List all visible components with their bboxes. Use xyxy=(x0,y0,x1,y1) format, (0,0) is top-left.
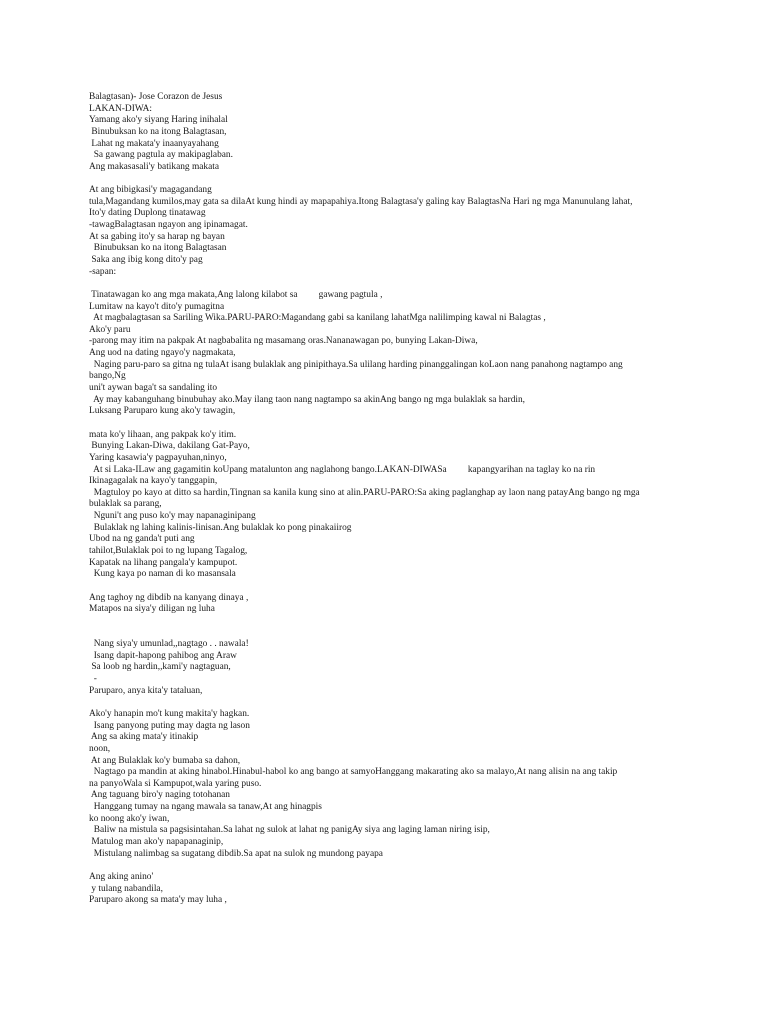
text-line: Ang aking anino' xyxy=(89,871,154,882)
text-line: mata ko'y lihaan, ang pakpak ko'y itim. xyxy=(89,429,237,440)
text-line: Baliw na mistula sa pagsisintahan.Sa lahat ng sulok at lahat ng panigAy siya ang laging laman niring isip, xyxy=(89,825,490,836)
text-line: Yamang ako'y siyang Haring inihalal xyxy=(89,115,228,126)
text-line: At ang Bulaklak ko'y bumaba sa dahon, xyxy=(89,755,241,766)
text-line: Ako'y paru xyxy=(89,324,131,335)
text-line: Paruparo, anya kita'y tataluan, xyxy=(89,685,203,696)
text-line: Ang sa aking mata'y itinakip xyxy=(89,732,199,743)
text-line: bango,Ng xyxy=(89,371,126,382)
text-line: Lumitaw na kayo't dito'y pumagitna xyxy=(89,301,225,312)
text-line xyxy=(89,418,689,430)
text-line: Ito'y dating Duplong tinatawag xyxy=(89,208,206,219)
text-line: Bunying Lakan-Diwa, dakilang Gat-Payo, xyxy=(89,441,250,452)
text-line: Ay may kabanguhang binubuhay ako.May ilang taon nang nagtampo sa akinAng bango ng mga bulaklak sa hardin, xyxy=(89,394,526,405)
text-line: ko noong ako'y iwan, xyxy=(89,813,170,824)
text-line: Yaring kasawia'y pagpayuhan,ninyo, xyxy=(89,452,227,463)
text-line: Paruparo akong sa mata'y may luha , xyxy=(89,895,227,906)
text-line: noon, xyxy=(89,743,111,754)
text-line xyxy=(89,173,689,185)
text-line: Matulog man ako'y napapanaginip, xyxy=(89,837,224,847)
text-line: Lahat ng makata'y inaanyayahang xyxy=(89,138,219,149)
text-line: Nguni't ang puso ko'y may napanaginipang xyxy=(89,511,256,522)
text-line: Binubuksan ko na itong Balagtasan xyxy=(89,243,227,254)
text-line: Balagtasan)- Jose Corazon de Jesus xyxy=(89,92,223,102)
text-line: - xyxy=(89,674,97,685)
text-line: Naging paru-paro sa gitna ng tulaAt isang bulaklak ang pinipithaya.Sa ulilang harding pinanggalingan koLaon nang panahong nagtampo ang xyxy=(89,359,623,370)
text-line: uni't aywan baga't sa sandaling ito xyxy=(89,383,218,394)
text-line: tula,Magandang kumilos,may gata sa dilaAt kung hindi ay mapapahiya.Itong Balagtasa'y galing kay BalagtasNa Hari ng mga Manunulang lahat, xyxy=(89,196,633,207)
text-line: At si Laka-ILaw ang gagamitin koUpang matalunton ang naglahong bango.LAKAN-DIWASa kapangyarihan na taglay ko na rin xyxy=(89,464,596,475)
text-line: tahilot,Bulaklak poi to ng lupang Tagalog, xyxy=(89,545,248,556)
text-line: Isang dapit-hapong pahibog ang Araw xyxy=(89,650,237,661)
text-line xyxy=(89,581,689,593)
text-line: Kung kaya po naman di ko masansala xyxy=(89,569,236,580)
text-line: -parong may itim na pakpak At nagbabalita ng masamang oras.Nananawagan po, bunying Lakan-Diwa, xyxy=(89,336,478,347)
text-line: Hanggang tumay na ngang mawala sa tanaw,At ang hinagpis xyxy=(89,802,322,813)
text-line: Nang siya'y umunlad,,nagtago . . nawala! xyxy=(89,639,249,650)
text-line: At ang bibigkasi'y magagandang xyxy=(89,185,212,196)
text-line: Sa loob ng hardin,,kami'y nagtaguan, xyxy=(89,662,231,673)
text-line: Bulaklak ng lahing kalinis-linisan.Ang bulaklak ko pong pinakaiirog xyxy=(89,522,352,533)
text-line xyxy=(89,278,689,290)
poem-text xyxy=(89,92,689,907)
text-line xyxy=(89,860,689,872)
text-line: Magtuloy po kayo at ditto sa hardin,Tingnan sa kanila kung sino at alin.PARU-PARO:Sa aking paglanghap ay laon nang patayAng bango ng mga xyxy=(89,487,640,498)
text-line: At magbalagtasan sa Sariling Wika.PARU-PARO:Magandang gabi sa kanilang lahatMga nalilimping kawal ni Balagtas , xyxy=(89,313,546,324)
text-line: Ang makasasali'y batikang makata xyxy=(89,161,220,172)
text-line: Mistulang nalimbag sa sugatang dibdib.Sa apat na sulok ng mundong payapa xyxy=(89,848,383,859)
text-line: Ang taguang biro'y naging totohanan xyxy=(89,790,230,801)
text-line: Binubuksan ko na itong Balagtasan, xyxy=(89,126,227,137)
text-line: Sa gawang pagtula ay makipaglaban. xyxy=(89,150,233,161)
text-line: -sapan: xyxy=(89,266,117,277)
text-line: At sa gabing ito'y sa harap ng bayan xyxy=(89,231,225,242)
text-line: Saka ang ibig kong dito'y pag xyxy=(89,254,203,265)
text-line: Tinatawagan ko ang mga makata,Ang lalong kilabot sa gawang pagtula , xyxy=(89,289,383,300)
text-line: LAKAN-DIWA: xyxy=(89,103,153,114)
text-line: Luksang Paruparo kung ako'y tawagin, xyxy=(89,406,236,417)
text-line: na panyoWala si Kampupot,wala yaring puso. xyxy=(89,778,262,789)
text-line: -tawagBalagtasan ngayon ang ipinamagat. xyxy=(89,220,248,231)
text-line: Ang taghoy ng dibdib na kanyang dinaya , xyxy=(89,592,249,603)
text-line: y tulang nabandila, xyxy=(89,883,163,894)
text-line: Ako'y hanapin mo't kung makita'y hagkan. xyxy=(89,708,250,719)
text-line: Ang uod na dating ngayo'y nagmakata, xyxy=(89,348,236,359)
text-line: Ubod na ng ganda't puti ang xyxy=(89,534,195,545)
text-line xyxy=(89,616,689,628)
text-line xyxy=(89,697,689,709)
text-line: Ikinagagalak na kayo'y tanggapin, xyxy=(89,476,218,487)
text-line: Nagtago pa mandin at aking hinabol.Hinabul-habol ko ang bango at samyoHanggang makarating ako sa malayo,At nang alisin na ang takip xyxy=(89,767,618,778)
text-line: bulaklak sa parang, xyxy=(89,499,162,510)
text-line: Isang panyong puting may dagta ng lason xyxy=(89,720,250,731)
text-line xyxy=(89,627,689,639)
text-line: Kapatak na lihang pangala'y kampupot. xyxy=(89,557,238,568)
text-line: Matapos na siya'y diligan ng luha xyxy=(89,604,215,615)
